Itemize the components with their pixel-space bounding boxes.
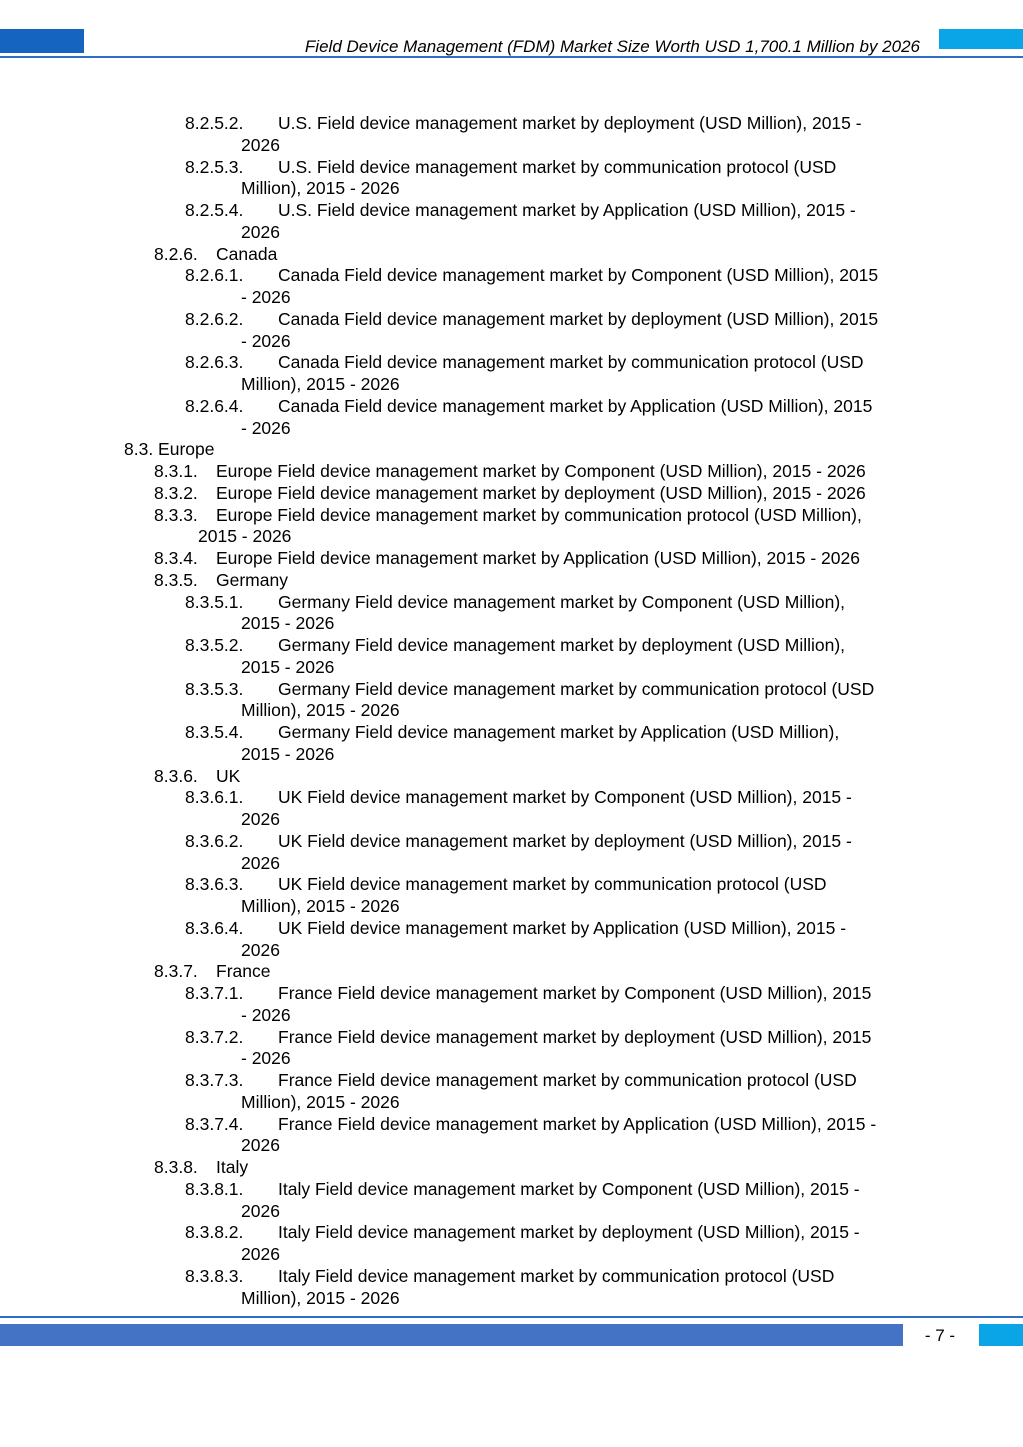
toc-entry xyxy=(0,679,1023,723)
toc-entry xyxy=(0,918,1023,962)
toc-entry-number: 8.2.6.4. xyxy=(185,395,244,416)
toc-entry-continuation: 2026 xyxy=(241,1200,280,1221)
toc-entry xyxy=(0,396,1023,440)
toc-entry xyxy=(0,352,1023,396)
toc-entry-number: 8.3.7.2. xyxy=(185,1026,244,1047)
toc-entry-number: 8.3.6.2. xyxy=(185,830,244,851)
toc-entry-number: 8.3.3. xyxy=(154,504,198,525)
toc-entry-text: U.S. Field device management market by communication protocol (USD xyxy=(278,156,837,177)
toc-entry xyxy=(0,1114,1023,1158)
toc-entry xyxy=(0,983,1023,1027)
toc-entry-number: 8.3.8.3. xyxy=(185,1265,244,1286)
toc-entry-continuation: 2015 - 2026 xyxy=(241,613,335,634)
toc-entry-text: Germany Field device management market by communication protocol (USD xyxy=(278,678,875,699)
toc-entry-text: Germany Field device management market by Component (USD Million), xyxy=(278,591,846,612)
toc-entry xyxy=(0,831,1023,875)
toc-entry xyxy=(0,200,1023,244)
table-of-contents xyxy=(0,113,1023,1309)
toc-entry-continuation: 2026 xyxy=(241,852,280,873)
toc-entry-continuation: - 2026 xyxy=(241,330,291,351)
toc-entry-text: Canada Field device management market by Application (USD Million), 2015 xyxy=(278,395,873,416)
toc-entry-text: Canada xyxy=(216,243,278,264)
toc-entry-number: 8.3.5.4. xyxy=(185,722,244,742)
toc-entry-continuation: - 2026 xyxy=(241,1004,291,1025)
toc-entry-number: 8.2.6.3. xyxy=(185,352,244,373)
toc-entry-text: Germany Field device management market by Application (USD Million), xyxy=(278,722,840,742)
toc-entry-number: 8.3.8.2. xyxy=(185,1222,244,1243)
toc-entry-continuation: Million), 2015 - 2026 xyxy=(241,1287,400,1308)
toc-entry-continuation: Million), 2015 - 2026 xyxy=(241,1091,400,1112)
toc-entry-text: Europe Field device management market by Application (USD Million), 2015 - 2026 xyxy=(216,548,860,568)
toc-entry xyxy=(0,1179,1023,1223)
toc-entry xyxy=(0,548,1023,570)
toc-entry-text: UK Field device management market by communication protocol (USD xyxy=(278,874,827,895)
toc-entry-number: 8.2.6.1. xyxy=(185,265,244,286)
toc-entry-continuation: Million), 2015 - 2026 xyxy=(241,374,400,394)
toc-entry-number: 8.3.5.3. xyxy=(185,678,244,699)
toc-entry xyxy=(0,1266,1023,1310)
toc-entry-text: Italy Field device management market by communication protocol (USD xyxy=(278,1265,835,1286)
toc-entry-number: 8.2.6. xyxy=(154,243,198,264)
toc-entry-text: France Field device management market by deployment (USD Million), 2015 xyxy=(278,1026,872,1047)
toc-entry-text: UK Field device management market by Application (USD Million), 2015 - xyxy=(278,917,847,938)
header-title: Field Device Management (FDM) Market Size Worth USD 1,700.1 Million by 2026 xyxy=(304,37,920,56)
footer-bar xyxy=(0,1324,903,1346)
toc-entry-continuation: 2015 - 2026 xyxy=(241,743,335,764)
toc-entry-number: 8.3.8. xyxy=(154,1157,198,1177)
toc-entry-text: Canada Field device management market by communication protocol (USD xyxy=(278,352,864,373)
toc-entry-text: France Field device management market by Application (USD Million), 2015 - xyxy=(278,1113,877,1134)
toc-entry xyxy=(0,874,1023,918)
toc-entry-continuation: 2026 xyxy=(241,221,280,242)
header-accent-block-right xyxy=(939,29,1023,49)
footer-accent-block-right xyxy=(979,1324,1023,1346)
toc-entry-text: Europe Field device management market by deployment (USD Million), 2015 - 2026 xyxy=(216,482,866,503)
toc-entry-number: 8.3.7. xyxy=(154,961,198,982)
toc-entry-text: Canada Field device management market by deployment (USD Million), 2015 xyxy=(278,308,879,329)
toc-entry xyxy=(0,157,1023,201)
toc-entry-continuation: Million), 2015 - 2026 xyxy=(241,178,400,199)
toc-entry-text: Italy xyxy=(216,1157,249,1177)
toc-entry xyxy=(0,483,1023,505)
toc-entry-text: U.S. Field device management market by deployment (USD Million), 2015 - xyxy=(278,113,862,133)
toc-entry xyxy=(0,570,1023,592)
toc-entry xyxy=(0,505,1023,549)
toc-entry-number: 8.3. Europe xyxy=(124,439,215,460)
toc-entry-number: 8.3.6.1. xyxy=(185,787,244,808)
toc-entry-continuation: 2026 xyxy=(241,1244,280,1264)
header-divider xyxy=(0,56,1023,58)
toc-entry-number: 8.3.1. xyxy=(154,461,198,481)
toc-entry-continuation: Million), 2015 - 2026 xyxy=(241,896,400,916)
toc-entry-number: 8.3.4. xyxy=(154,548,198,568)
header-accent-block-left xyxy=(0,29,84,53)
toc-entry-number: 8.3.7.1. xyxy=(185,983,244,1003)
toc-entry-text: U.S. Field device management market by Application (USD Million), 2015 - xyxy=(278,200,856,220)
toc-entry-number: 8.2.5.2. xyxy=(185,113,244,133)
toc-entry-continuation: - 2026 xyxy=(241,417,291,438)
toc-entry-continuation: 2026 xyxy=(241,1135,280,1156)
toc-entry-continuation: 2015 - 2026 xyxy=(198,526,292,547)
toc-entry-number: 8.3.5. xyxy=(154,569,198,590)
toc-entry xyxy=(0,635,1023,679)
toc-entry xyxy=(0,309,1023,353)
toc-entry-continuation: 2026 xyxy=(241,134,280,155)
footer-divider xyxy=(0,1316,1023,1318)
toc-entry xyxy=(0,461,1023,483)
toc-entry xyxy=(0,1222,1023,1266)
toc-entry xyxy=(0,787,1023,831)
toc-entry-text: France Field device management market by Component (USD Million), 2015 xyxy=(278,983,872,1003)
toc-entry-number: 8.3.2. xyxy=(154,482,198,503)
toc-entry-number: 8.3.5.2. xyxy=(185,635,244,655)
toc-entry-text: France xyxy=(216,961,271,982)
toc-entry xyxy=(0,439,1023,461)
toc-entry-number: 8.3.6.3. xyxy=(185,874,244,895)
toc-entry-text: Germany xyxy=(216,569,288,590)
toc-entry-text: Italy Field device management market by deployment (USD Million), 2015 - xyxy=(278,1222,860,1243)
toc-entry-number: 8.3.7.3. xyxy=(185,1070,244,1090)
toc-entry-text: Canada Field device management market by Component (USD Million), 2015 xyxy=(278,265,879,286)
toc-entry xyxy=(0,592,1023,636)
toc-entry xyxy=(0,265,1023,309)
toc-entry xyxy=(0,113,1023,157)
toc-entry-continuation: 2015 - 2026 xyxy=(241,656,335,677)
page-number: - 7 - xyxy=(924,1326,956,1345)
toc-entry-number: 8.2.6.2. xyxy=(185,308,244,329)
toc-entry-number: 8.2.5.3. xyxy=(185,156,244,177)
toc-entry xyxy=(0,1070,1023,1114)
toc-entry-text: Europe Field device management market by communication protocol (USD Million), xyxy=(216,504,862,525)
toc-entry-text: UK xyxy=(216,765,241,786)
toc-entry-number: 8.2.5.4. xyxy=(185,200,244,220)
toc-entry xyxy=(0,244,1023,266)
toc-entry-text: UK Field device management market by deployment (USD Million), 2015 - xyxy=(278,830,852,851)
toc-entry-continuation: 2026 xyxy=(241,809,280,829)
toc-entry-text: Italy Field device management market by Component (USD Million), 2015 - xyxy=(278,1178,860,1199)
toc-entry-text: France Field device management market by communication protocol (USD xyxy=(278,1070,857,1090)
toc-entry-continuation: - 2026 xyxy=(241,287,291,307)
toc-entry-continuation: - 2026 xyxy=(241,1048,291,1069)
toc-entry-number: 8.3.5.1. xyxy=(185,591,244,612)
toc-entry xyxy=(0,961,1023,983)
toc-entry-continuation: Million), 2015 - 2026 xyxy=(241,700,400,721)
toc-entry-number: 8.3.6. xyxy=(154,765,198,786)
toc-entry-text: Europe Field device management market by Component (USD Million), 2015 - 2026 xyxy=(216,461,866,481)
toc-entry xyxy=(0,1157,1023,1179)
toc-entry-number: 8.3.7.4. xyxy=(185,1113,244,1134)
toc-entry-text: UK Field device management market by Component (USD Million), 2015 - xyxy=(278,787,852,808)
toc-entry-number: 8.3.6.4. xyxy=(185,917,244,938)
toc-entry xyxy=(0,722,1023,766)
toc-entry-number: 8.3.8.1. xyxy=(185,1178,244,1199)
toc-entry-continuation: 2026 xyxy=(241,939,280,960)
toc-entry xyxy=(0,766,1023,788)
toc-entry-text: Germany Field device management market by deployment (USD Million), xyxy=(278,635,846,655)
toc-entry xyxy=(0,1027,1023,1071)
